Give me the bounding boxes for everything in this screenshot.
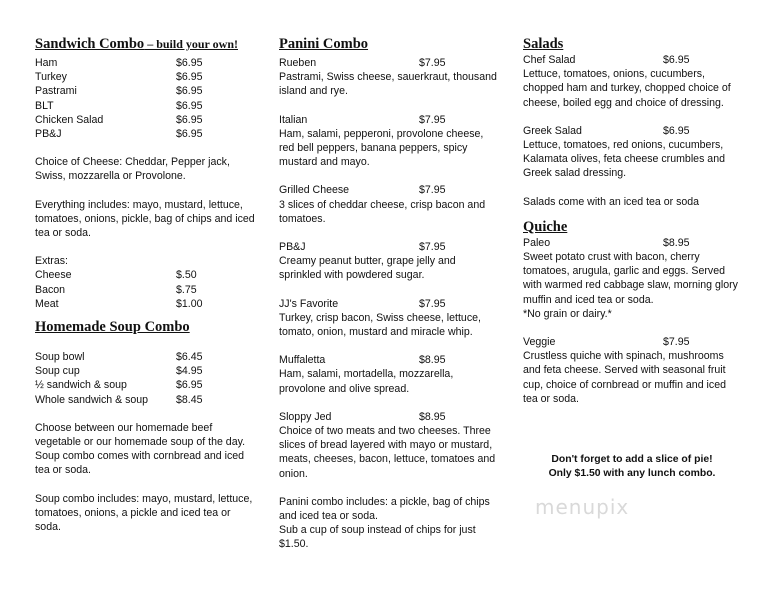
panini-item: Muffaletta $8.95 Ham, salami, mortadella, mozzarella, provolone and olive spread. xyxy=(279,354,454,395)
extra-item: Bacon $.75 xyxy=(35,283,197,296)
panini-item: PB&J $7.95 Creamy peanut butter, grape jelly and sprinkled with powdered sugar. xyxy=(279,241,456,282)
pie-promo: Don't forget to add a slice of pie! Only $1.50 with any lunch combo. xyxy=(548,454,716,479)
menu-item: Whole sandwich & soup $8.45 xyxy=(35,393,203,406)
menu-item: Pastrami $6.95 xyxy=(35,85,203,98)
soup-combo-heading: Homemade Soup Combo xyxy=(35,319,190,336)
quiche-heading: Quiche xyxy=(523,218,568,235)
includes-note: Everything includes: mayo, mustard, lettuce, tomatoes, onions, pickle, bag of chips and iced tea or soda. xyxy=(35,198,255,240)
panini-sub-note: Sub a cup of soup instead of chips for just $1.50. xyxy=(279,524,476,551)
extras-label: Extras: xyxy=(35,255,68,268)
menu-item: ½ sandwich & soup $6.95 xyxy=(35,379,203,392)
salads-note: Salads come with an iced tea or soda xyxy=(523,195,700,208)
soup-note: Choose between our homemade beef vegetable or our homemade soup of the day. Soup combo comes with cornbread and iced tea or soda. xyxy=(35,421,246,477)
menu-item: Ham $6.95 xyxy=(35,57,203,69)
column-middle xyxy=(279,36,499,552)
sandwich-list xyxy=(35,56,255,141)
cheese-note: Choice of Cheese: Cheddar, Pepper jack, Swiss, mozzarella or Provolone. xyxy=(35,156,230,183)
soup-includes-note: Soup combo includes: mayo, mustard, lettuce, tomatoes, onions, a pickle and iced tea or soda. xyxy=(35,492,253,534)
sandwich-combo-heading: Sandwich Combo – build your own! xyxy=(35,36,238,52)
menu-item: Soup bowl $6.45 xyxy=(35,351,203,364)
panini-item: Italian $7.95 Ham, salami, pepperoni, provolone cheese, red bell peppers, banana peppers, spicy mustard and mayo. xyxy=(279,113,484,169)
salad-item: Greek Salad $6.95 Lettuce, tomatoes, red onions, cucumbers, Kalamata olives, feta cheese crumbles and Greek salad dressing. xyxy=(523,124,725,180)
quiche-item: Paleo $8.95 Sweet potato crust with bacon, cherry tomatoes, arugula, garlic and eggs. Served with warmed red cabbage slaw, morning glory muffin and iced tea or soda. *No grain or dairy.* xyxy=(523,236,738,320)
panini-includes-note: Panini combo includes: a pickle, bag of chips and iced tea or soda. xyxy=(279,495,490,523)
extra-item: Meat $1.00 xyxy=(35,297,203,310)
panini-item: Grilled Cheese $7.95 3 slices of cheddar cheese, crisp bacon and tomatoes. xyxy=(279,184,486,225)
panini-item: Rueben $7.95 Pastrami, Swiss cheese, sauerkraut, thousand island and rye. xyxy=(279,57,497,98)
column-left xyxy=(35,36,255,534)
extra-item: Cheese $.50 xyxy=(35,269,197,282)
menu-item: Turkey $6.95 xyxy=(35,71,203,84)
watermark: menupix xyxy=(535,495,630,519)
quiche-item: Veggie $7.95 Crustless quiche with spinach, mushrooms and feta cheese. Served with seasonal fruit cup, choice of cornbread or muffin and iced tea or soda. xyxy=(523,336,726,405)
salads-heading: Salads xyxy=(523,36,564,52)
panini-combo-heading: Panini Combo xyxy=(279,36,369,52)
menu-item: PB&J $6.95 xyxy=(35,128,203,141)
menu-item: Soup cup $4.95 xyxy=(35,365,203,378)
salad-item: Chef Salad $6.95 Lettuce, tomatoes, onions, cucumbers, chopped ham and turkey, chopped choice of cheese, boiled egg and choice of dressing. xyxy=(523,54,731,109)
panini-item: JJ's Favorite $7.95 Turkey, crisp bacon, Swiss cheese, lettuce, tomato, onion, mustard and miracle whip. xyxy=(279,297,481,339)
column-right xyxy=(523,36,743,406)
menu-item: Chicken Salad $6.95 xyxy=(35,113,203,126)
panini-item: Sloppy Jed $8.95 Choice of two meats and two cheeses. Three slices of bread layered with mayo or mustard, meats, cheeses, bacon, lettuce, tomatoes and onion. xyxy=(279,410,496,480)
menu-item: BLT $6.95 xyxy=(35,99,203,112)
